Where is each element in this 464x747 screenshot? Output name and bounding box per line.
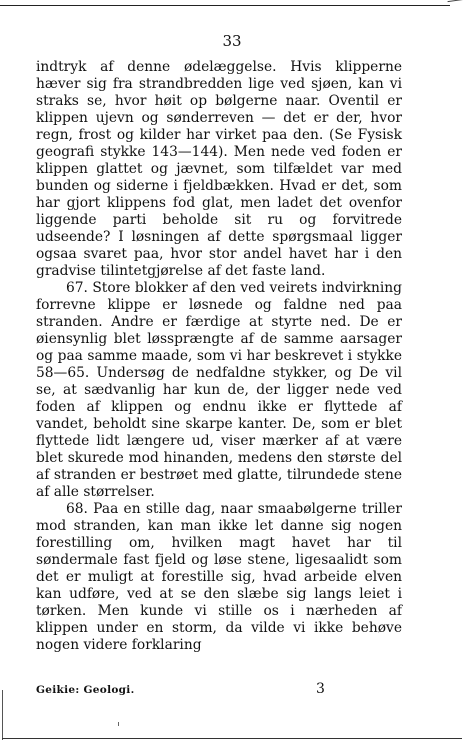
page-number: 33 (222, 32, 242, 50)
body-text (36, 59, 402, 654)
footer-signature-mark: 3 (316, 681, 325, 697)
paragraph-67: 67. Store blokker af den ved veirets indvirkning forrevne klippe er løsnede og faldne ned paa stranden. Andre er færdige at styrte ned. De er øiensynlig blet løssprængte af de samme aarsager og paa samme maade, som vi har beskrevet i stykke 58—65. Undersøg de nedfaldne stykker, og De vil se, at sædvanlig har kun de, der ligger nede ved foden af klippen og endnu ikke er flyttede af vandet, beholdt sine skarpe kanter. De, som er blet flyttede lidt længere ud, viser mærker af at være blet skurede mod hinanden, medens den største del af stranden er bestrøet med glatte, tilrundede stene af alle størrelser. (36, 280, 402, 500)
paragraph-continued: indtryk af denne ødelæggelse. Hvis klipperne hæver sig fra strandbredden lige ved sjøen, kan vi straks se, hvor høit op bølgerne naar. Oventil er klippen ujevn og sønderreven — det er der, hvor regn, frost og kilder har virket paa den. (Se Fysisk geografi stykke 143—144). Men nede ved foden er klippen glattet og jævnet, som tilfældet var med bunden og siderne i fjeldbækken. Hvad er det, som har gjort klippens fod glat, men ladet det ovenfor liggende parti beholde sit ru og forvitrede udseende? I løsningen af dette spørgsmaal ligger ogsaa svaret paa, hvor stor andel havet har i den gradvise tilintetgjørelse af det faste land. (36, 59, 402, 279)
page-edge-line (2, 690, 3, 740)
bottom-border-rule (2, 738, 462, 739)
print-speck (118, 722, 119, 726)
footer-source-title: Geikie: Geologi. (36, 684, 135, 696)
top-border-rule (0, 5, 450, 6)
paragraph-68: 68. Paa en stille dag, naar smaabølgerne triller mod stranden, kan man ikke let danne sig nogen forestilling om, hvilken magt havet har til søndermale fast fjeld og løse stene, ligesaalidt som det er muligt at forestille sig, hvad arbeide elven kan udføre, ved at se den slæbe sig langs leiet i tørken. Men kunde vi stille os i nærheden af klippen under en storm, da vilde vi ikke behøve nogen videre forklaring (36, 501, 402, 653)
top-border-corner (448, 0, 464, 9)
